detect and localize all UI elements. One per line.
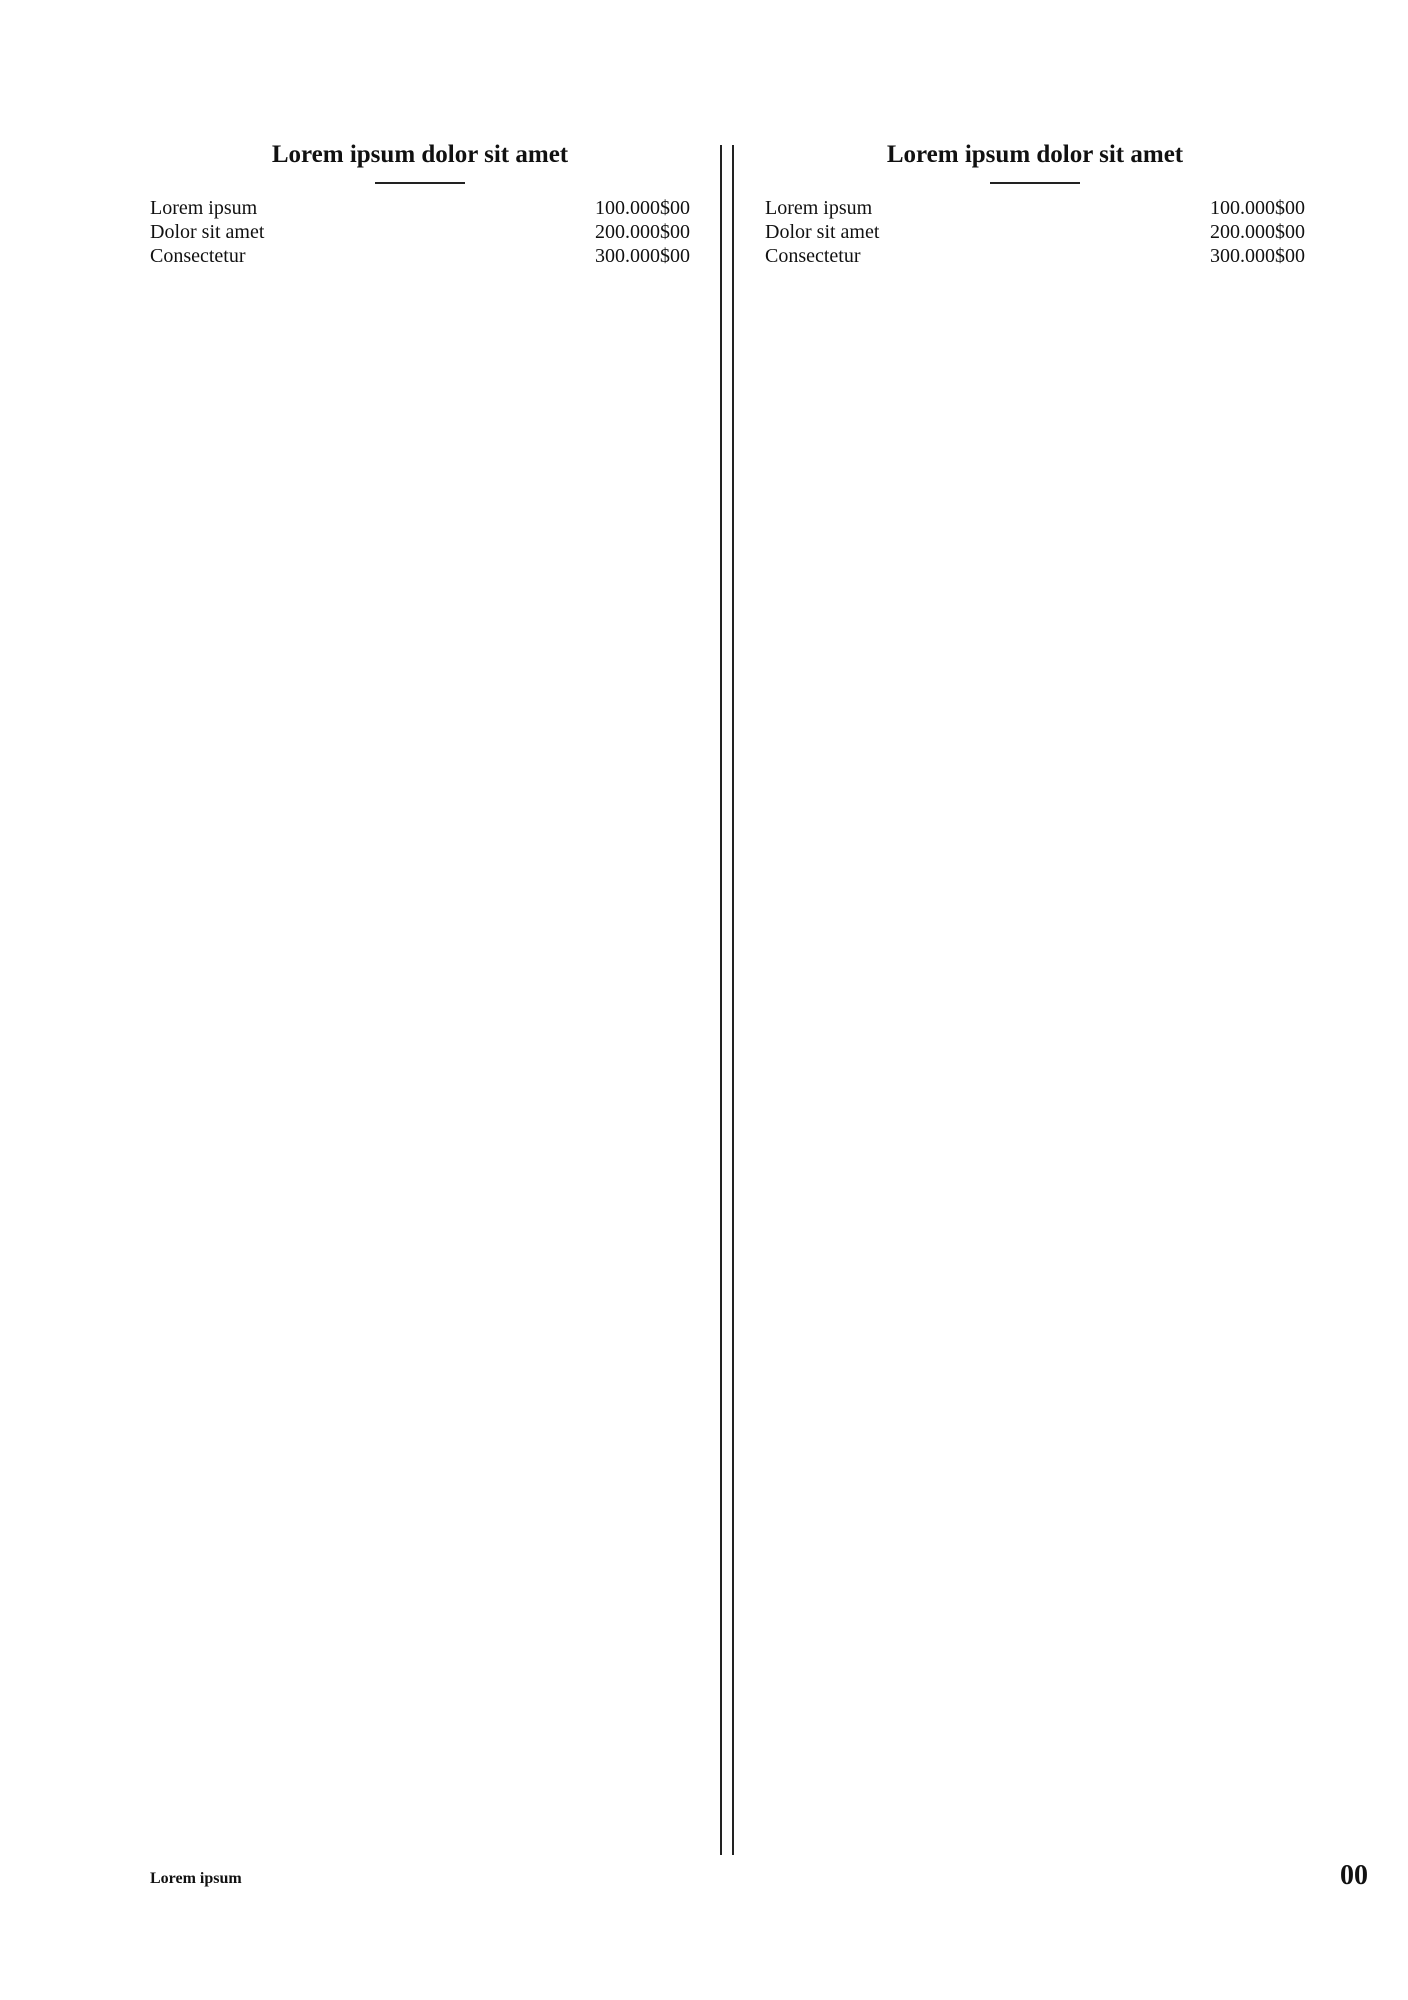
right-rows xyxy=(765,196,1305,268)
row-amount: 200.000$00 xyxy=(595,221,690,243)
left-title: Lorem ipsum dolor sit amet xyxy=(271,141,569,168)
footer-date: Lorem ipsum xyxy=(150,1870,242,1887)
left-rows xyxy=(150,196,690,268)
right-column xyxy=(765,140,1305,268)
row-label: Consectetur xyxy=(150,245,246,267)
row-amount: 300.000$00 xyxy=(1210,245,1305,267)
right-row xyxy=(765,244,1305,268)
row-label: Dolor sit amet xyxy=(765,221,880,243)
left-row xyxy=(150,244,690,268)
row-label: Dolor sit amet xyxy=(150,221,265,243)
row-amount: 100.000$00 xyxy=(1210,197,1305,219)
left-separator xyxy=(375,182,465,184)
right-row xyxy=(765,196,1305,220)
column-divider xyxy=(720,145,734,1855)
right-row xyxy=(765,220,1305,244)
left-column xyxy=(150,140,690,268)
row-amount: 100.000$00 xyxy=(595,197,690,219)
row-amount: 300.000$00 xyxy=(595,245,690,267)
left-row xyxy=(150,220,690,244)
right-title: Lorem ipsum dolor sit amet xyxy=(886,141,1184,168)
row-label: Lorem ipsum xyxy=(150,197,258,219)
row-label: Lorem ipsum xyxy=(765,197,873,219)
row-amount: 200.000$00 xyxy=(1210,221,1305,243)
row-label: Consectetur xyxy=(765,245,861,267)
page-number: 00 xyxy=(1340,1860,1368,1891)
right-separator xyxy=(990,182,1080,184)
left-row xyxy=(150,196,690,220)
